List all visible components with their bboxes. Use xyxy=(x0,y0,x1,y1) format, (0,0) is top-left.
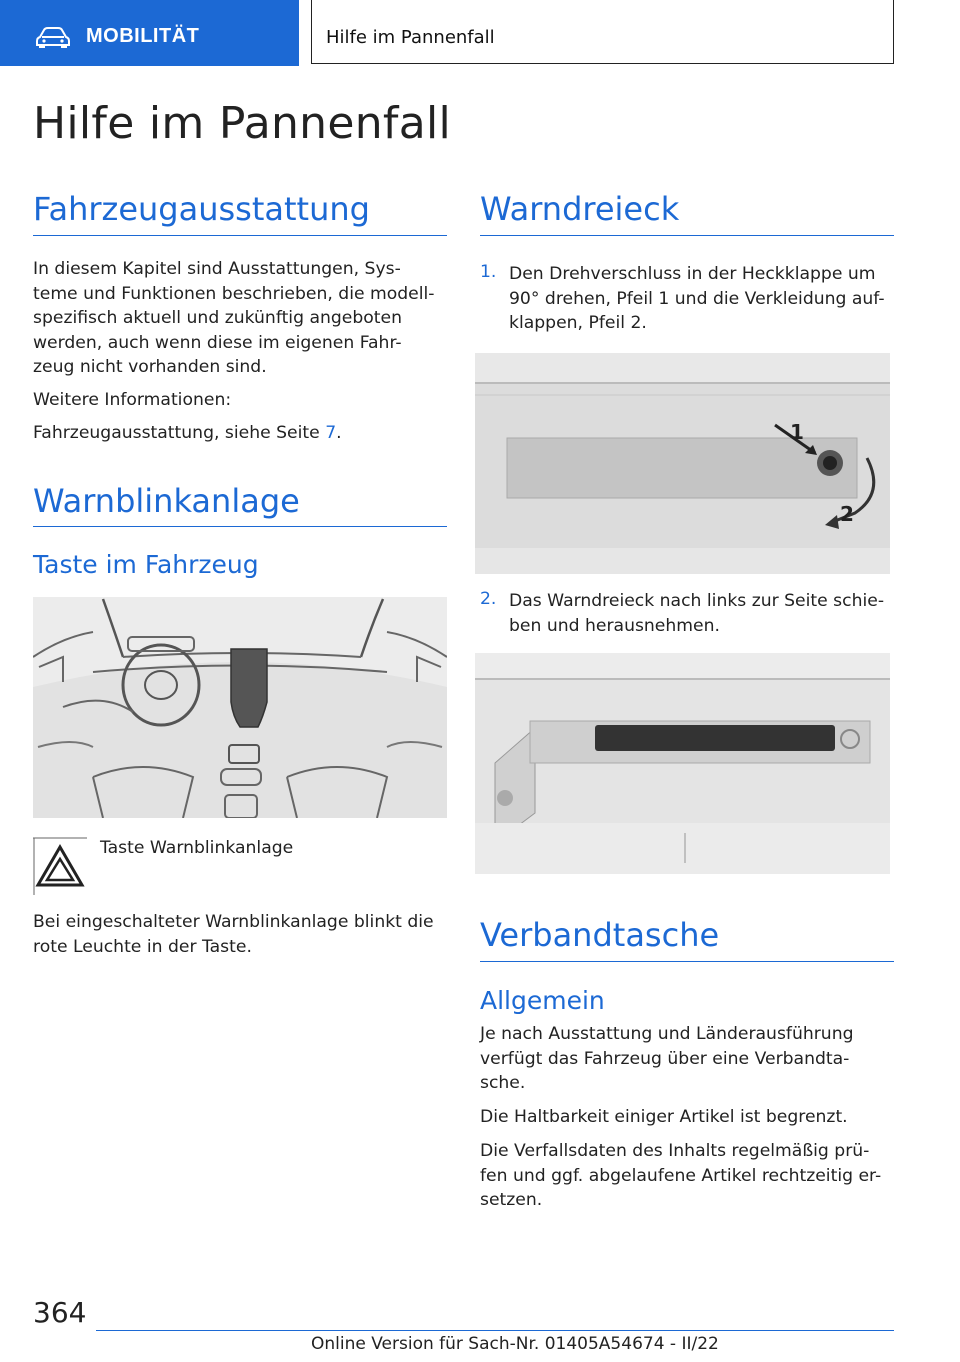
hazard-paragraph xyxy=(33,910,453,959)
text-line: spezifisch aktuell und zukünftig angeboten xyxy=(33,308,402,328)
reference-end: . xyxy=(336,423,342,443)
step-text xyxy=(509,589,899,638)
more-info-label: Weitere Informationen: xyxy=(33,390,232,410)
section-label: MOBILITÄT xyxy=(86,25,200,47)
chapter-header xyxy=(311,0,894,64)
text-line: teme und Funktionen beschrieben, die modell- xyxy=(33,283,435,304)
arrow-2-label: 2 xyxy=(840,502,854,526)
text-line: ben und herausnehmen. xyxy=(509,615,720,636)
kit-paragraph-1 xyxy=(480,1022,900,1096)
step-number: 1. xyxy=(480,262,497,282)
divider xyxy=(33,526,447,527)
interior-image xyxy=(33,597,447,818)
text-line: In diesem Kapitel sind Ausstattungen, Sys- xyxy=(33,259,401,279)
text-line: Das Warndreieck nach links zur Seite schie- xyxy=(509,591,885,611)
hazard-triangle-icon xyxy=(33,837,87,895)
divider xyxy=(480,961,894,962)
heading-hazard: Warnblinkanlage xyxy=(33,482,300,520)
page-title: Hilfe im Pannenfall xyxy=(33,98,452,149)
text-line: zeug nicht vorhanden sind. xyxy=(33,357,267,377)
text-line: 90° drehen, Pfeil 1 und die Verkleidung auf- xyxy=(509,288,885,309)
text-line: setzen. xyxy=(480,1190,543,1210)
text-line: sche. xyxy=(480,1073,526,1093)
equipment-paragraph xyxy=(33,257,453,380)
text-line: Den Drehverschluss in der Heckklappe um xyxy=(509,264,876,284)
reference-text: Fahrzeugausstattung, siehe Seite xyxy=(33,423,326,443)
equipment-reference xyxy=(33,421,342,446)
car-icon xyxy=(36,27,70,49)
heading-equipment: Fahrzeugausstattung xyxy=(33,190,370,228)
hazard-symbol-box xyxy=(33,837,87,895)
trunk-lid-image xyxy=(475,353,890,574)
heading-first-aid: Verbandtasche xyxy=(480,916,720,954)
step-number: 2. xyxy=(480,589,497,609)
arrow-1-label: 1 xyxy=(790,420,804,444)
kit-paragraph-2: Die Haltbarkeit einiger Artikel ist begrenzt. xyxy=(480,1107,848,1127)
divider xyxy=(33,235,447,236)
page-number: 364 xyxy=(33,1296,87,1329)
kit-paragraph-3 xyxy=(480,1139,900,1213)
text-line: rote Leuchte in der Taste. xyxy=(33,936,252,957)
step-text xyxy=(509,262,899,336)
footer-divider xyxy=(96,1330,894,1331)
text-line: verfügt das Fahrzeug über eine Verbandta- xyxy=(480,1048,850,1069)
heading-button: Taste im Fahrzeug xyxy=(33,550,259,579)
page-link[interactable]: 7 xyxy=(325,423,337,443)
icon-caption: Taste Warnblinkanlage xyxy=(100,838,294,858)
triangle-removal-illustration xyxy=(475,653,890,874)
text-line: werden, auch wenn diese im eigenen Fahr- xyxy=(33,332,402,353)
text-line: fen und ggf. abgelaufene Artikel rechtzeitig er- xyxy=(480,1165,882,1186)
dashboard-illustration xyxy=(33,597,447,818)
divider xyxy=(480,235,894,236)
heading-general: Allgemein xyxy=(480,986,605,1015)
trunk-lid-illustration xyxy=(475,353,890,574)
text-line: Je nach Ausstattung und Länderausführung xyxy=(480,1024,854,1044)
text-line: Bei eingeschalteter Warnblinkanlage blinkt die xyxy=(33,912,434,932)
warning-triangle-image xyxy=(475,653,890,874)
text-line: Die Verfallsdaten des Inhalts regelmäßig prü- xyxy=(480,1141,870,1161)
text-line: klappen, Pfeil 2. xyxy=(509,313,647,333)
footer-text: Online Version für Sach-Nr. 01405A54674 - II/22 xyxy=(311,1334,719,1354)
chapter-label: Hilfe im Pannenfall xyxy=(326,27,495,48)
section-tab[interactable] xyxy=(0,0,299,66)
heading-triangle: Warndreieck xyxy=(480,190,680,228)
